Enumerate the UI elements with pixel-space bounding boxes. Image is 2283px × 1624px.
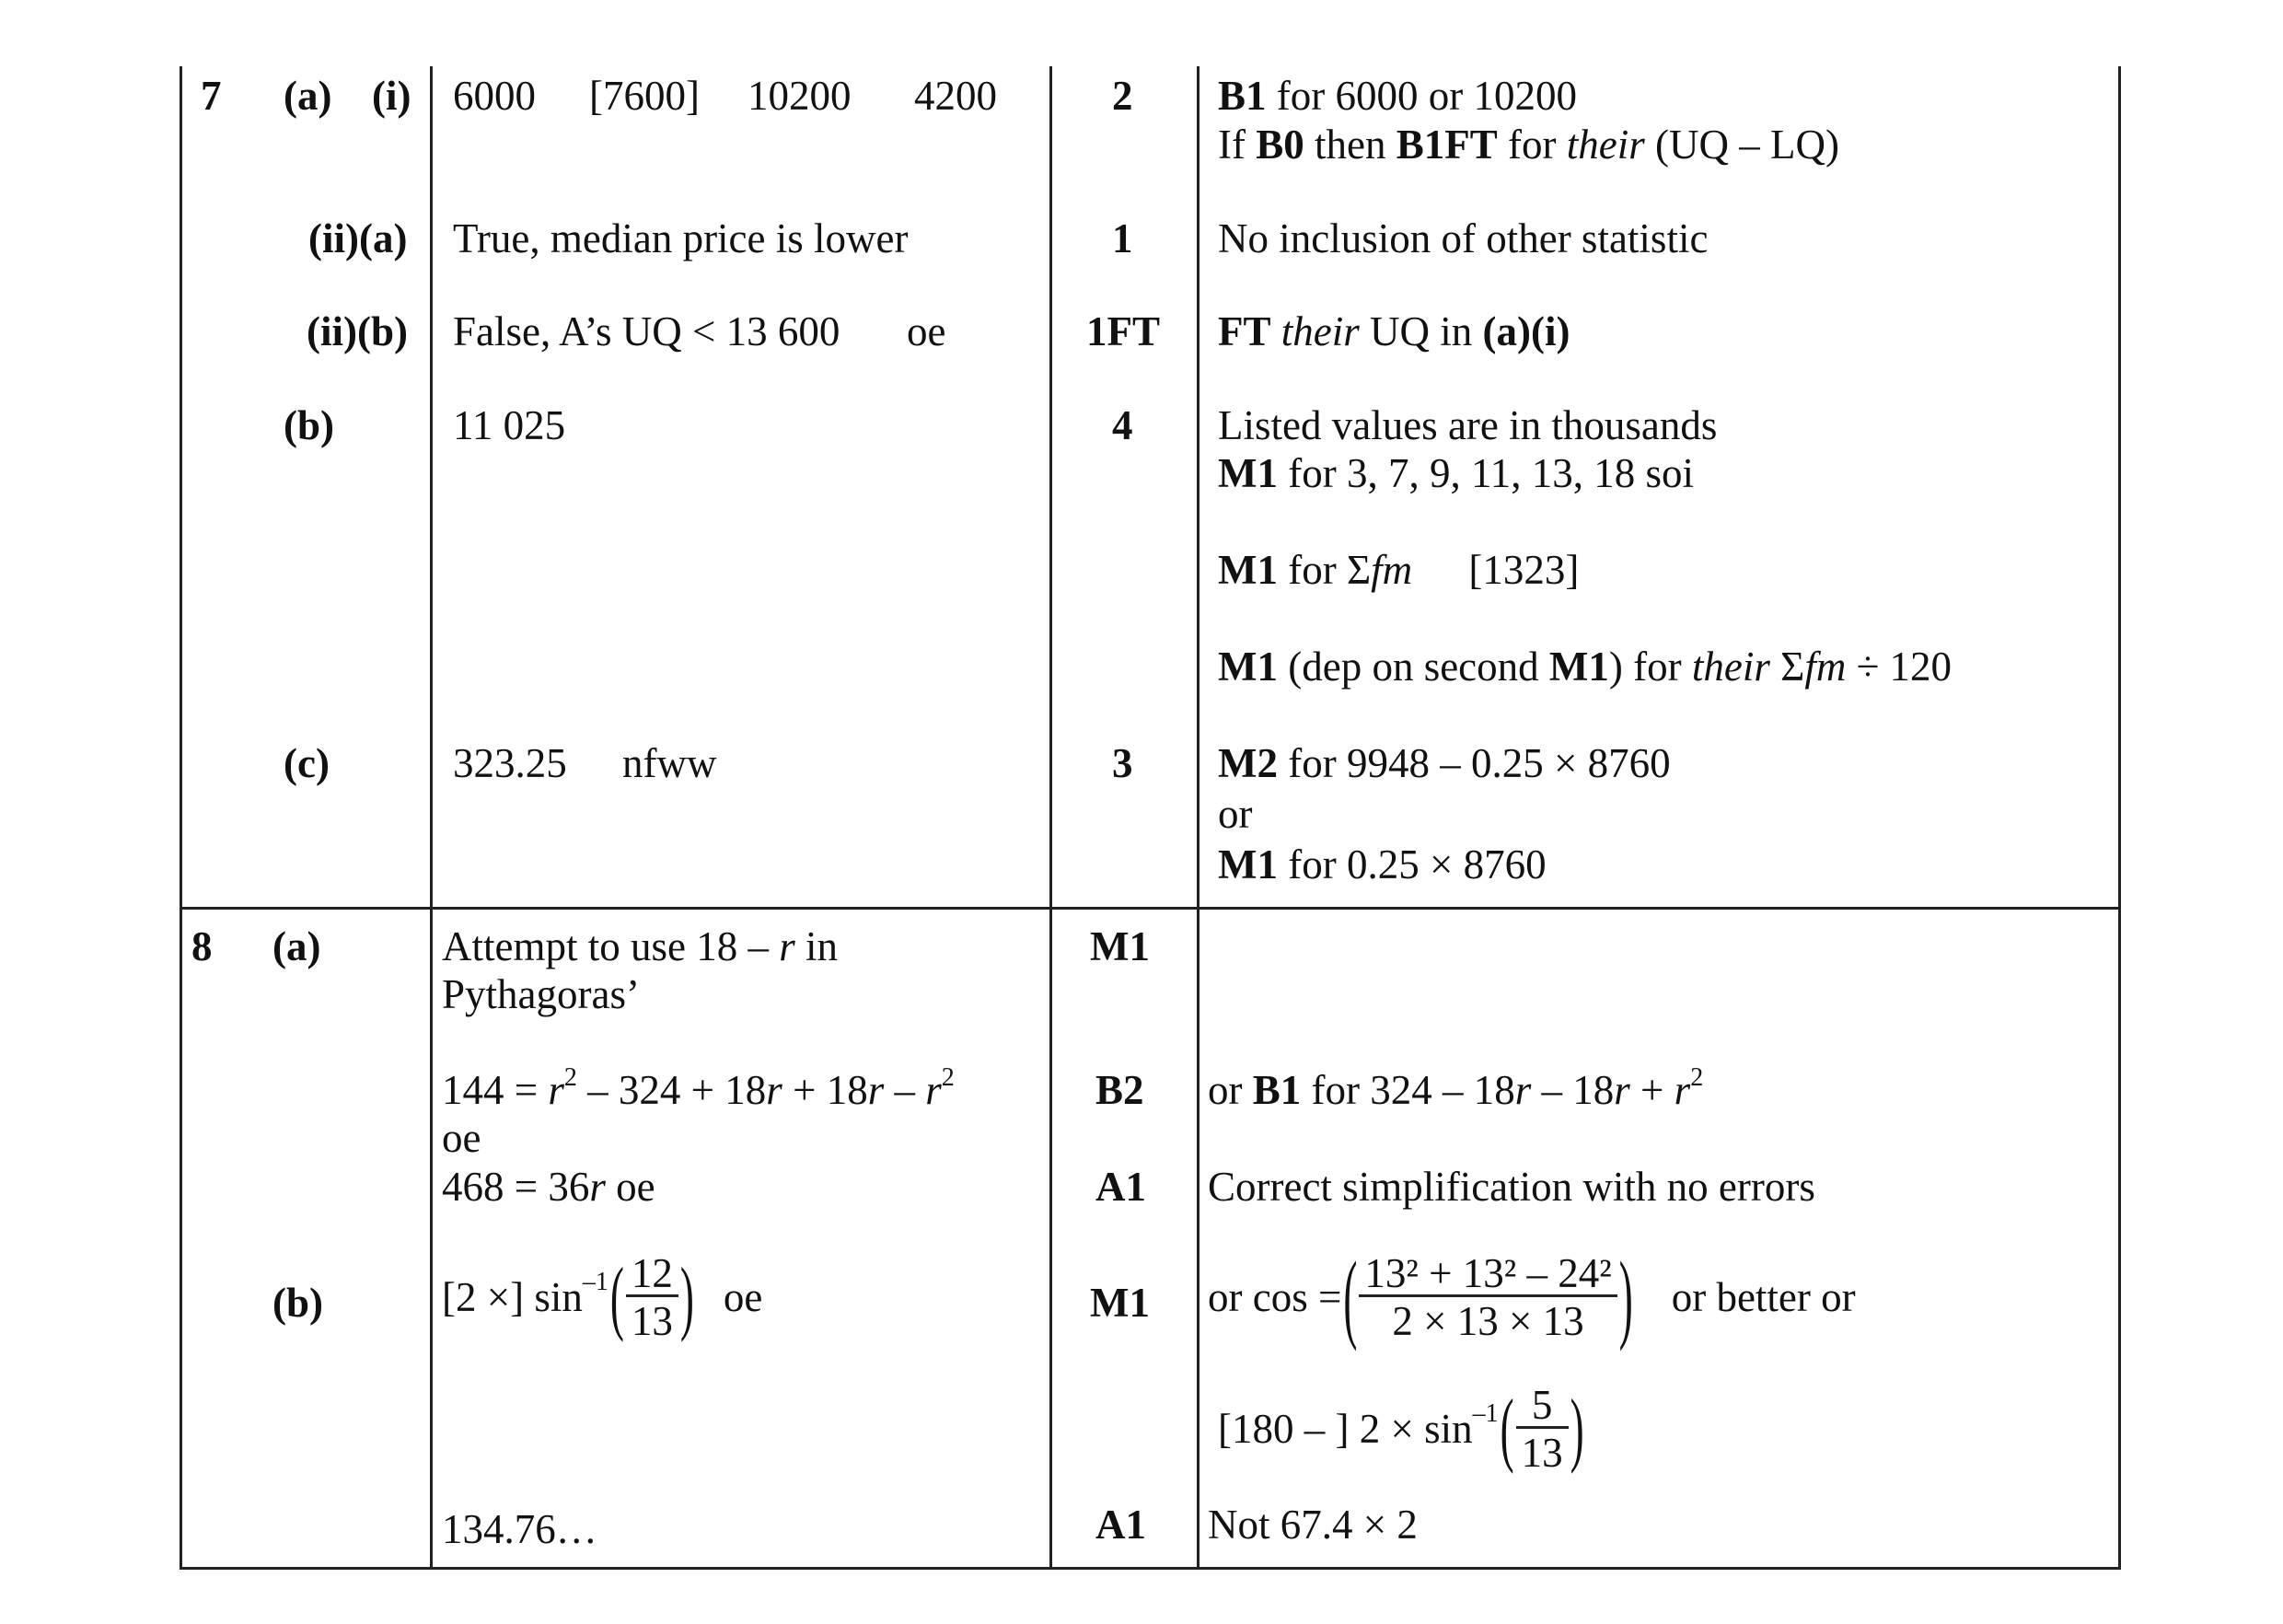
answer-italic: r xyxy=(867,1067,885,1113)
mark-code: M2 xyxy=(1218,740,1278,786)
guidance-italic: their xyxy=(1281,308,1360,354)
answer-7ai-value-3: 10200 xyxy=(747,73,852,119)
guidance-italic: r xyxy=(1514,1067,1532,1113)
answer-7ai-value-4: 4200 xyxy=(914,73,997,119)
guidance-text: for 3, 7, 9, 11, 13, 18 soi xyxy=(1288,450,1695,496)
guidance-italic: r xyxy=(1614,1067,1630,1113)
table-col-divider-2 xyxy=(1049,66,1052,1570)
left-paren: ( xyxy=(609,1250,624,1342)
table-left-border xyxy=(180,66,182,1570)
fraction-denominator: 2 × 13 × 13 xyxy=(1359,1294,1617,1342)
superscript: 2 xyxy=(563,1063,577,1092)
guidance-7c-line-1 xyxy=(1218,740,1671,786)
answer-italic: r xyxy=(925,1067,942,1113)
mark-code: M1 xyxy=(1218,450,1278,496)
answer-8a-equation xyxy=(442,1063,955,1113)
guidance-text: for 0.25 × 8760 xyxy=(1288,841,1547,887)
guidance-text: for 324 – 18 xyxy=(1311,1067,1515,1113)
fraction-numerator: 13² + 13² – 24² xyxy=(1364,1249,1612,1296)
answer-7ai-value-1: 6000 xyxy=(453,73,536,119)
mark-code: M1 xyxy=(1548,644,1609,690)
answer-8a-line-2: Pythagoras’ xyxy=(442,971,640,1017)
guidance-7b-line-3 xyxy=(1218,547,1580,593)
guidance-text: then xyxy=(1315,122,1386,168)
mark-code: B1 xyxy=(1218,73,1267,119)
mark-8a-3: A1 xyxy=(1095,1164,1146,1210)
fraction-numerator: 12 xyxy=(631,1249,673,1296)
mark-8a-1: M1 xyxy=(1090,923,1150,969)
superscript: –1 xyxy=(582,1268,608,1296)
answer-7c: 323.25 xyxy=(453,740,567,786)
mark-code: M1 xyxy=(1218,841,1278,887)
answer-text: oe xyxy=(616,1164,655,1210)
guidance-8b-cosine xyxy=(1208,1238,1856,1356)
table-col-divider-3 xyxy=(1197,66,1199,1570)
guidance-text: + xyxy=(1640,1067,1664,1113)
guidance-italic: their xyxy=(1691,644,1770,690)
answer-7ai-value-2: [7600] xyxy=(589,73,700,119)
guidance-italic: their xyxy=(1566,122,1645,168)
answer-italic: r xyxy=(589,1164,606,1210)
part-label-7aiib: (ii)(b) xyxy=(307,308,408,354)
left-paren: ( xyxy=(1343,1240,1358,1351)
guidance-text: (dep on second xyxy=(1288,644,1539,690)
row-divider-q7-q8 xyxy=(180,907,2121,910)
guidance-text: ) for xyxy=(1608,644,1682,690)
part-label-7c: (c) xyxy=(284,740,330,786)
guidance-8b-final: Not 67.4 × 2 xyxy=(1208,1502,1418,1548)
answer-text: in xyxy=(805,923,838,969)
right-paren: ) xyxy=(1618,1240,1633,1351)
answer-text: 144 = xyxy=(442,1067,539,1113)
answer-italic: r xyxy=(548,1067,564,1113)
answer-text: + 18 xyxy=(793,1067,868,1113)
answer-8b-expression xyxy=(442,1243,762,1351)
guidance-text: Σ xyxy=(1780,644,1805,690)
answer-text: Attempt to use 18 – xyxy=(442,923,769,969)
guidance-8b-sine xyxy=(1218,1375,1586,1483)
answer-8a-simplified xyxy=(442,1166,655,1208)
fraction-denominator: 13 xyxy=(1516,1426,1569,1474)
mark-code: FT xyxy=(1218,308,1271,354)
answer-text: 468 = 36 xyxy=(442,1164,590,1210)
mark-7c: 3 xyxy=(1112,740,1133,786)
answer-7b: 11 025 xyxy=(453,402,566,448)
answer-8b-final: 134.76… xyxy=(442,1506,597,1552)
mark-code: B1 xyxy=(1252,1067,1302,1113)
part-label-7ai: (i) xyxy=(372,73,411,119)
guidance-italic: fm xyxy=(1371,547,1413,593)
table-right-border xyxy=(2118,66,2121,1570)
answer-italic: r xyxy=(779,923,795,969)
guidance-text: – 18 xyxy=(1541,1067,1615,1113)
guidance-7b-line-4 xyxy=(1218,646,1952,688)
part-label-8a: (a) xyxy=(272,923,321,969)
fraction xyxy=(1516,1381,1569,1476)
guidance-7ai-line-2 xyxy=(1218,124,1839,166)
answer-text: – xyxy=(894,1067,915,1113)
guidance-7b-line-2 xyxy=(1218,450,1695,496)
guidance-7aiib xyxy=(1218,308,1570,354)
guidance-text: for 6000 or 10200 xyxy=(1276,73,1577,119)
mark-code: B1FT xyxy=(1396,122,1498,168)
mark-7aiia: 1 xyxy=(1112,215,1133,261)
guidance-7ai-line-1 xyxy=(1218,75,1577,117)
superscript: 2 xyxy=(1690,1063,1704,1092)
guidance-text: for Σ xyxy=(1288,547,1372,593)
guidance-text: [180 – ] 2 × sin xyxy=(1218,1405,1473,1452)
question-number-8: 8 xyxy=(191,923,213,969)
guidance-8a-3: Correct simplification with no errors xyxy=(1208,1164,1815,1210)
part-label-8b: (b) xyxy=(272,1280,323,1326)
table-bottom-border xyxy=(180,1567,2121,1570)
left-paren: ( xyxy=(1500,1382,1514,1474)
guidance-italic: r xyxy=(1674,1067,1691,1113)
mark-7aiib: 1FT xyxy=(1086,308,1161,354)
answer-8a-line-1 xyxy=(442,923,838,969)
fraction-denominator: 13 xyxy=(626,1294,678,1342)
guidance-text: for 9948 – 0.25 × 8760 xyxy=(1288,740,1671,786)
part-label-7a: (a) xyxy=(284,73,332,119)
guidance-text: [1323] xyxy=(1468,547,1580,593)
guidance-text: or cos = xyxy=(1208,1273,1342,1320)
right-paren: ) xyxy=(1570,1382,1584,1474)
guidance-text: UQ in xyxy=(1370,308,1473,354)
guidance-text: If xyxy=(1218,122,1246,168)
mark-code: B0 xyxy=(1256,122,1304,168)
answer-7aiib: False, A’s UQ < 13 600 xyxy=(453,308,840,354)
guidance-7aiia: No inclusion of other statistic xyxy=(1218,215,1709,261)
guidance-text: or better or xyxy=(1671,1273,1856,1320)
fraction-numerator: 5 xyxy=(1531,1381,1553,1428)
fraction xyxy=(1359,1249,1617,1344)
answer-8a-oe: oe xyxy=(442,1115,481,1161)
fraction xyxy=(626,1249,678,1344)
mark-8a-2: B2 xyxy=(1095,1067,1144,1113)
mark-7ai: 2 xyxy=(1112,73,1133,119)
mark-7b: 4 xyxy=(1112,402,1133,448)
mark-8b-2: A1 xyxy=(1095,1502,1146,1548)
question-number-7: 7 xyxy=(201,73,222,119)
guidance-7c-line-3 xyxy=(1218,841,1547,887)
answer-oe: oe xyxy=(723,1273,763,1320)
guidance-text: ÷ 120 xyxy=(1856,644,1953,690)
guidance-8a-2 xyxy=(1208,1063,1704,1113)
answer-7c-nfww: nfww xyxy=(622,740,717,786)
right-paren: ) xyxy=(679,1250,694,1342)
mark-8b-1: M1 xyxy=(1090,1280,1150,1326)
answer-7aiib-oe: oe xyxy=(907,308,946,354)
part-label-7b: (b) xyxy=(284,402,334,448)
part-label-7aiia: (ii)(a) xyxy=(308,215,408,261)
answer-italic: r xyxy=(766,1067,782,1113)
mark-code: M1 xyxy=(1218,644,1278,690)
answer-text: [2 ×] sin xyxy=(442,1273,583,1320)
guidance-text: for xyxy=(1508,122,1557,168)
answer-text: – 324 + 18 xyxy=(587,1067,767,1113)
guidance-7b-line-1: Listed values are in thousands xyxy=(1218,402,1718,448)
mark-code: M1 xyxy=(1218,547,1278,593)
table-col-divider-1 xyxy=(430,66,433,1570)
guidance-text: (UQ – LQ) xyxy=(1655,122,1839,168)
guidance-text: or xyxy=(1208,1067,1243,1113)
guidance-italic: fm xyxy=(1804,644,1847,690)
guidance-ref: (a)(i) xyxy=(1482,308,1570,354)
superscript: 2 xyxy=(941,1063,955,1092)
answer-7aiia: True, median price is lower xyxy=(453,215,909,261)
guidance-7c-line-2: or xyxy=(1218,791,1253,837)
superscript: –1 xyxy=(1472,1399,1499,1428)
